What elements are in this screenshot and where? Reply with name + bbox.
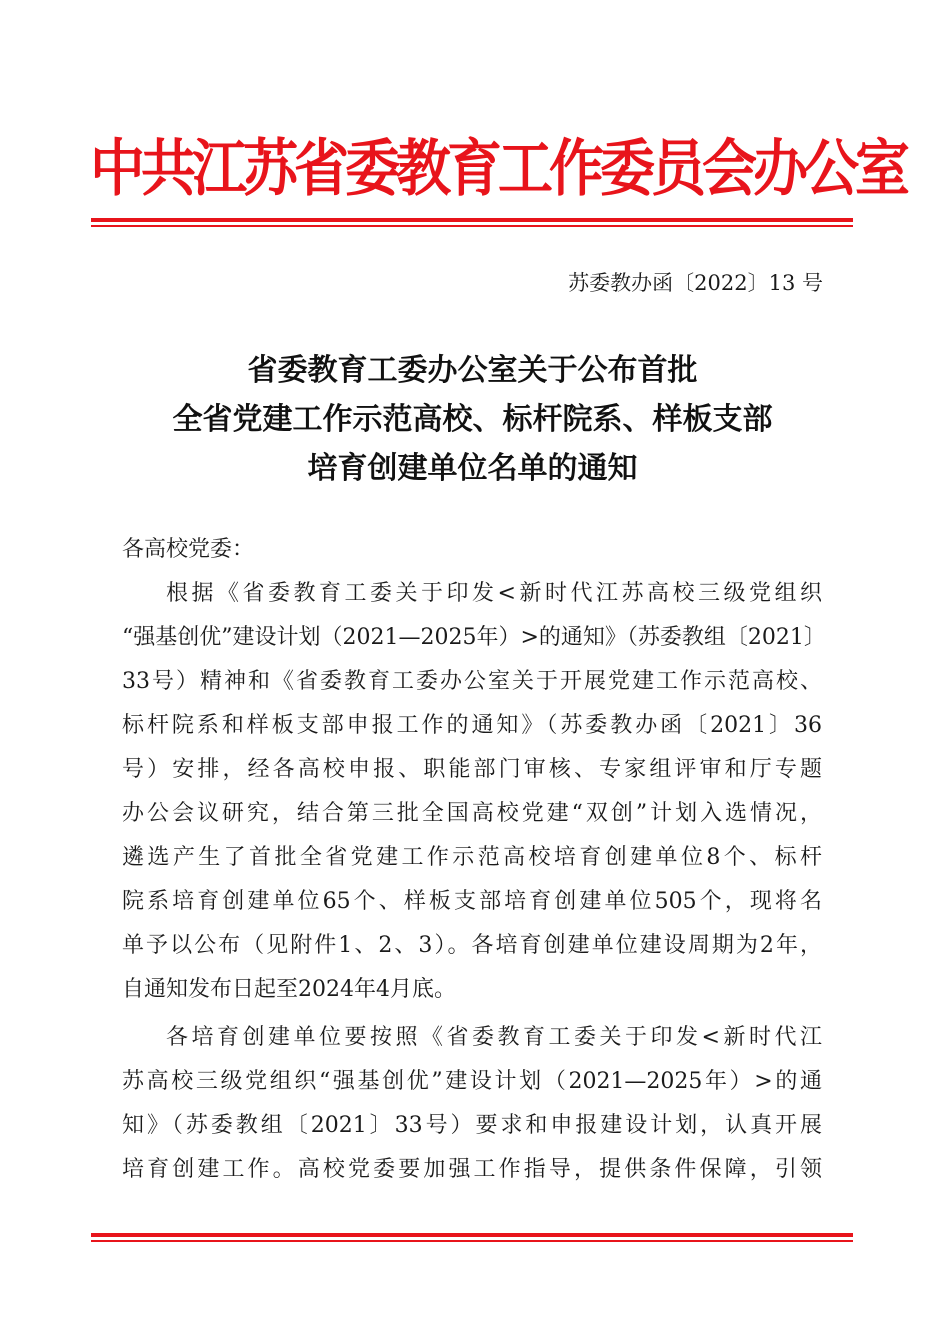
paragraph-line: 号）安排，经各高校申报、职能部门审核、专家组评审和厅专题: [122, 757, 822, 782]
paragraph-line: 标杆院系和样板支部申报工作的通知》（苏委教办函〔2021〕36: [122, 713, 822, 738]
paragraph-line: 单予以公布（见附件1、2、3）。各培育创建单位建设周期为2年，: [122, 933, 822, 958]
paragraph-line: 培育创建工作。高校党委要加强工作指导，提供条件保障，引领: [122, 1157, 822, 1182]
document-title: [90, 346, 855, 493]
paragraph-line: 自通知发布日起至2024年4月底。: [122, 977, 456, 1002]
body-paragraph-2: [122, 1016, 822, 1192]
document-number: 苏委教办函〔2022〕13 号: [568, 271, 823, 295]
paragraph-line: 33号）精神和《省委教育工委办公室关于开展党建工作示范高校、: [122, 669, 822, 694]
body-paragraph-1: [122, 572, 826, 1012]
organization-letterhead: 中共江苏省委教育工作委员会办公室: [90, 132, 907, 204]
title-line: 省委教育工委办公室关于公布首批: [247, 353, 698, 388]
paragraph-line: 知》（苏委教组〔2021〕33号）要求和申报建设计划，认真开展: [122, 1113, 822, 1138]
paragraph-line: 院系培育创建单位65个、样板支部培育创建单位505个，现将名: [122, 889, 822, 914]
paragraph-line: 遴选产生了首批全省党建工作示范高校培育创建单位8个、标杆: [122, 845, 822, 870]
paragraph-line: 根据《省委教育工委关于印发<新时代江苏高校三级党组织: [166, 581, 822, 606]
footer-rule-thin: [91, 1240, 853, 1242]
paragraph-line: 苏高校三级党组织“强基创优”建设计划（2021—2025年）>的通: [122, 1069, 822, 1094]
paragraph-line: 办公会议研究，结合第三批全国高校党建“双创”计划入选情况，: [122, 801, 822, 826]
footer-rule-thick: [91, 1233, 853, 1237]
title-line: 全省党建工作示范高校、标杆院系、样板支部: [172, 402, 773, 437]
salutation: 各高校党委：: [122, 537, 255, 562]
paragraph-line: 各培育创建单位要按照《省委教育工委关于印发<新时代江: [166, 1025, 822, 1050]
letterhead-rule-thick: [91, 218, 853, 222]
paragraph-line: “强基创优”建设计划（2021—2025年）>的通知》（苏委教组〔2021〕: [122, 625, 826, 650]
letterhead-rule-thin: [91, 225, 853, 227]
title-line: 培育创建单位名单的通知: [307, 451, 638, 486]
